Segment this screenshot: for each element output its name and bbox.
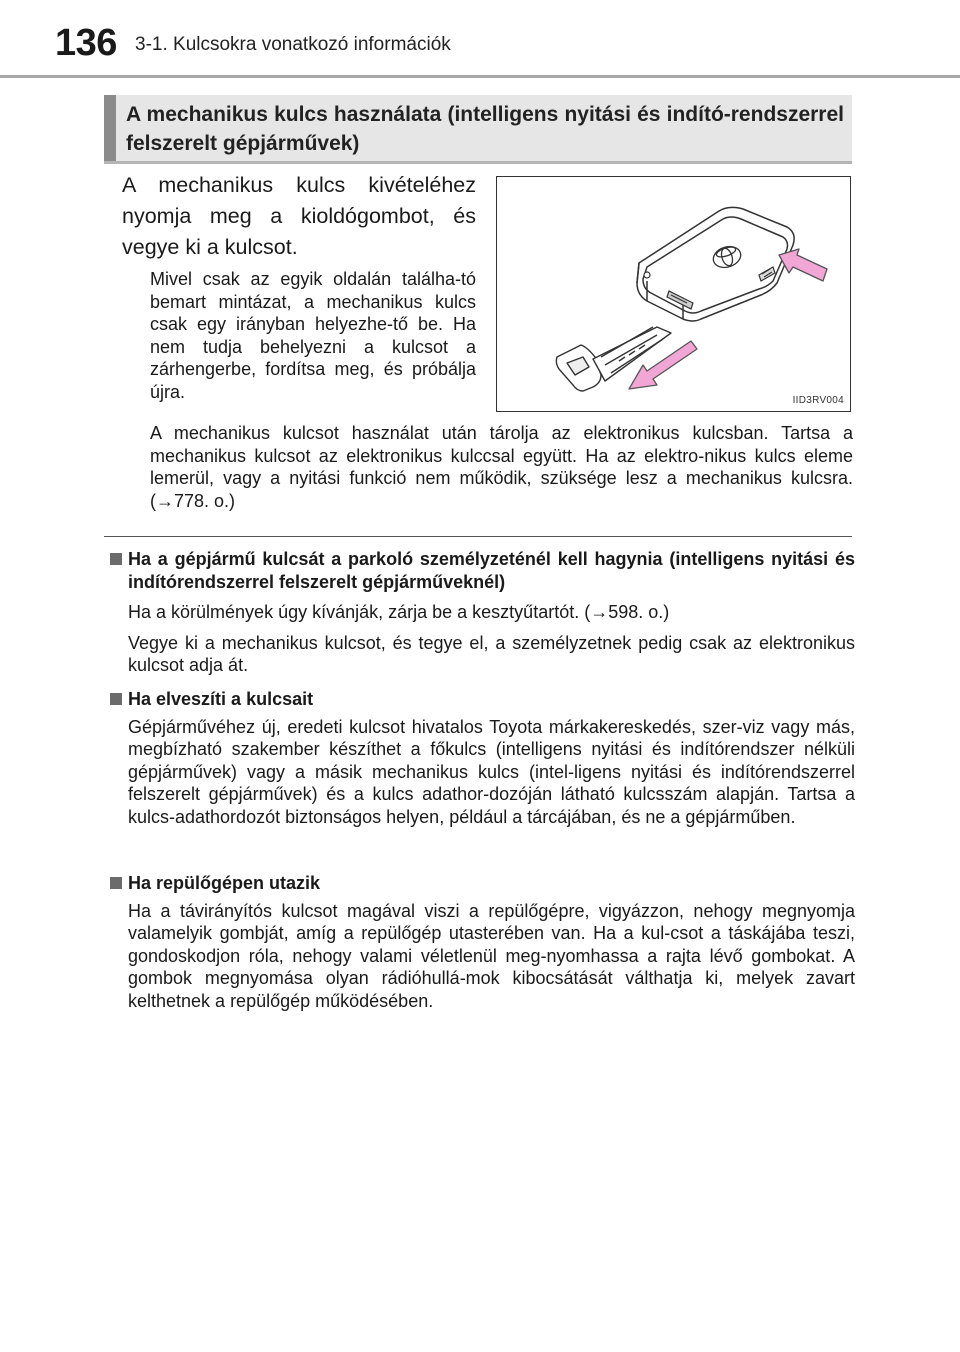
title-accent-bar (104, 95, 116, 161)
subsection-heading-text: Ha a gépjármű kulcsát a parkoló személyzeténél kell hagynia (intelligens nyitási és indítórendszerrel felszerelt gépjárműveknél) (128, 549, 855, 592)
press-arrow-icon (779, 249, 827, 281)
section-header: 3-1. Kulcsokra vonatkozó információk (135, 34, 451, 55)
subsection-lost-keys (110, 688, 855, 828)
intro-paragraph: A mechanikus kulcs kivételéhez nyomja meg a kioldógombot, és vegye ki a kulcsot. (122, 173, 476, 259)
note-insertion: Mivel csak az egyik oldalán találha-tó bemart mintázat, a mechanikus kulcs csak egy irányban helyezhe-tő be. Ha nem tudja behelyezni a kulcsot a zárhengerbe, fordítsa meg, és próbálja újra. (150, 269, 476, 402)
key-figure (496, 176, 851, 412)
subsection-airplane (110, 872, 855, 1012)
square-bullet-icon (110, 877, 122, 889)
key-illustration (497, 177, 852, 413)
subsection-paragraph: Ha a körülmények úgy kívánják, zárja be a kesztyűtartót. (→598. o.) (128, 602, 670, 622)
subsection-heading-text: Ha elveszíti a kulcsait (128, 689, 314, 709)
subsection-heading (110, 688, 855, 711)
subsection-valet (110, 548, 855, 677)
subsection-paragraph: Vegye ki a mechanikus kulcsot, és tegye el, a személyzetnek pedig csak az elektronikus kulcsot adja át. (128, 632, 855, 675)
subsection-paragraph: Ha a távirányítós kulcsot magával viszi a repülőgépre, vigyázzon, nehogy megnyomja valamelyik gombját, amíg a repülőgép utasterében van. Ha a kul-csot a táskájába teszi, gondoskodjon róla, nehogy valami véletlenül meg-nyomhassa a rajta lévő gombokat. A gombok megnyomása olyan rádióhullá-mok kibocsátását válthatja ki, melyek zavart kelthetnek a repülőgép működésében. (128, 900, 855, 1011)
figure-code: IID3RV004 (792, 395, 844, 406)
subsection-paragraph: Gépjárművéhez új, eredeti kulcsot hivatalos Toyota márkakereskedés, szer-viz vagy más, megbízható szakember készíthet a főkulcs (intelligens nyitási és indítórendszer nélküli gépjárművek) vagy a másik mechanikus kulcs (intel-ligens nyitási és indítórendszerrel felszerelt gépjárművek) és a kulcs adathor-dozóján látható kulcsszám alapján. Tartsa a kulcs-adathordozót biztonságos helyen, például a tárcájában, és ne a gépjárműben. (128, 716, 855, 827)
square-bullet-icon (110, 693, 122, 705)
title-box (104, 95, 852, 164)
key-ring-hole (644, 272, 650, 278)
square-bullet-icon (110, 553, 122, 565)
divider-line (104, 536, 852, 537)
page-number: 136 (55, 22, 117, 64)
note-storage: A mechanikus kulcsot használat után tárolja az elektronikus kulcsban. Tartsa a mechanikus kulcsot az elektronikus kulccsal együtt. Ha az elektro-nikus kulcs eleme lemerül, vagy a nyitási funkció nem működik, szüksége lesz a mechanikus kulcsra. (→778. o.) (150, 423, 853, 511)
subsection-heading (110, 548, 855, 593)
subsection-heading (110, 872, 855, 895)
subsection-heading-text: Ha repülőgépen utazik (128, 873, 321, 893)
header-rule (0, 75, 960, 78)
section-title: A mechanikus kulcs használata (intelligens nyitási és indító-rendszerrel felszerelt gépjárművek) (126, 103, 844, 155)
